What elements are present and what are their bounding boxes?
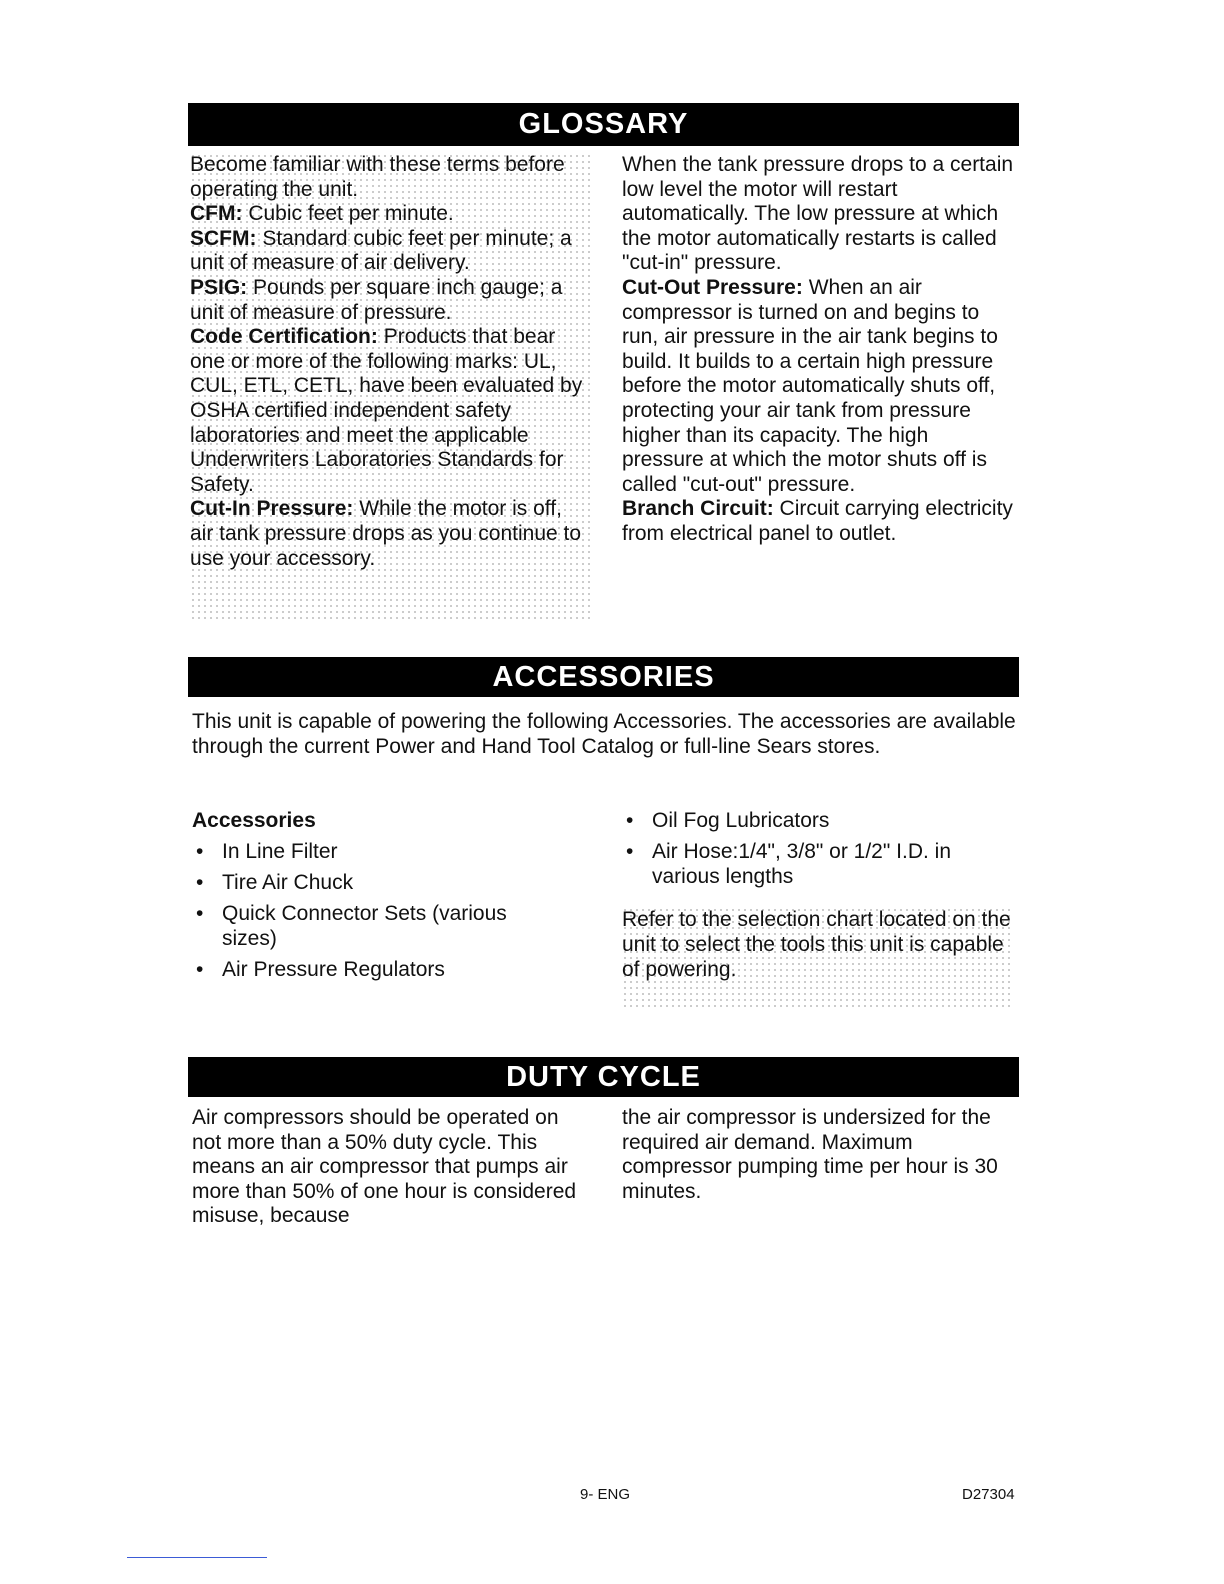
selection-chart-note: Refer to the selection chart located on the unit to select the tools this unit is capable of powering. bbox=[622, 907, 1014, 1007]
list-item: • Tire Air Chuck bbox=[192, 870, 592, 895]
duty-cycle-heading: DUTY CYCLE bbox=[188, 1057, 1019, 1097]
glossary-right-column bbox=[622, 153, 1014, 547]
glossary-term bbox=[190, 227, 590, 276]
accessories-right-column bbox=[622, 808, 1014, 1007]
glossary-heading: GLOSSARY bbox=[188, 103, 1019, 146]
duty-cycle-right: the air compressor is undersized for the required air demand. Maximum compressor pumping time per hour is 30 minutes. bbox=[622, 1106, 998, 1203]
term-definition: Standard cubic feet per minute; a unit of measure of air delivery. bbox=[190, 226, 572, 275]
term-label: Cut-In Pressure: bbox=[190, 497, 354, 521]
accessories-heading: ACCESSORIES bbox=[188, 657, 1019, 697]
glossary-intro: Become familiar with these terms before operating the unit. bbox=[190, 153, 565, 201]
term-definition: Cubic feet per minute. bbox=[248, 202, 454, 226]
list-item: • Oil Fog Lubricators bbox=[622, 808, 1014, 833]
glossary-term bbox=[190, 325, 590, 497]
glossary-term bbox=[622, 276, 1014, 497]
term-definition: Products that bear one or more of the following marks: UL, CUL, ETL, CETL, have been evaluated by OSHA certified independent safety laboratories and meet the applicable Underwriters Laboratories Standards for Safety. bbox=[190, 325, 583, 496]
page-number: 9- ENG bbox=[580, 1486, 631, 1503]
list-item: • Air Pressure Regulators bbox=[192, 957, 592, 982]
duty-cycle-left: Air compressors should be operated on not more than a 50% duty cycle. This means an air compressor that pumps air more than 50% of one hour is considered misuse, because bbox=[192, 1106, 577, 1228]
accessories-list bbox=[622, 808, 1014, 889]
term-label: SCFM: bbox=[190, 226, 257, 250]
term-definition: Circuit carrying electricity from electrical panel to outlet. bbox=[622, 497, 1013, 545]
list-item: • In Line Filter bbox=[192, 839, 592, 864]
accessories-intro: This unit is capable of powering the following Accessories. The accessories are available through the current Power and Hand Tool Catalog or full-line Sears stores. bbox=[192, 710, 1016, 758]
term-label: PSIG: bbox=[190, 275, 248, 299]
term-definition: Pounds per square inch gauge; a unit of measure of pressure. bbox=[190, 275, 563, 324]
glossary-left-column bbox=[190, 153, 590, 623]
term-definition: While the motor is off, air tank pressure drops as you continue to use your accessory. bbox=[190, 497, 582, 570]
document-code: D27304 bbox=[962, 1486, 1015, 1503]
term-label: CFM: bbox=[190, 202, 243, 226]
accessories-list-heading: Accessories bbox=[192, 809, 316, 832]
list-item: • Quick Connector Sets (various sizes) bbox=[192, 901, 522, 951]
list-item: • Air Hose:1/4", 3/8" or 1/2" I.D. in various lengths bbox=[622, 839, 992, 889]
glossary-term bbox=[622, 497, 1014, 546]
divider-line bbox=[127, 1557, 267, 1558]
glossary-term bbox=[190, 202, 590, 227]
accessories-list bbox=[192, 839, 592, 982]
glossary-term bbox=[190, 497, 590, 571]
glossary-term bbox=[190, 276, 590, 325]
term-label: Cut-Out Pressure: bbox=[622, 275, 803, 299]
accessories-left-column bbox=[192, 808, 592, 988]
term-label: Branch Circuit: bbox=[622, 497, 774, 521]
term-label: Code Certification: bbox=[190, 325, 378, 349]
term-definition: When an air compressor is turned on and begins to run, air pressure in the air tank begins to build. It builds to a certain high pressure before the motor automatically shuts off, protecting your air tank from pressure higher than its capacity. The high pressure at which the motor shuts off is called "cut-out" pressure. bbox=[622, 275, 998, 496]
glossary-continued: When the tank pressure drops to a certain low level the motor will restart automatically. The low pressure at which the motor automatically restarts is called "cut-in" pressure. bbox=[622, 153, 1014, 275]
